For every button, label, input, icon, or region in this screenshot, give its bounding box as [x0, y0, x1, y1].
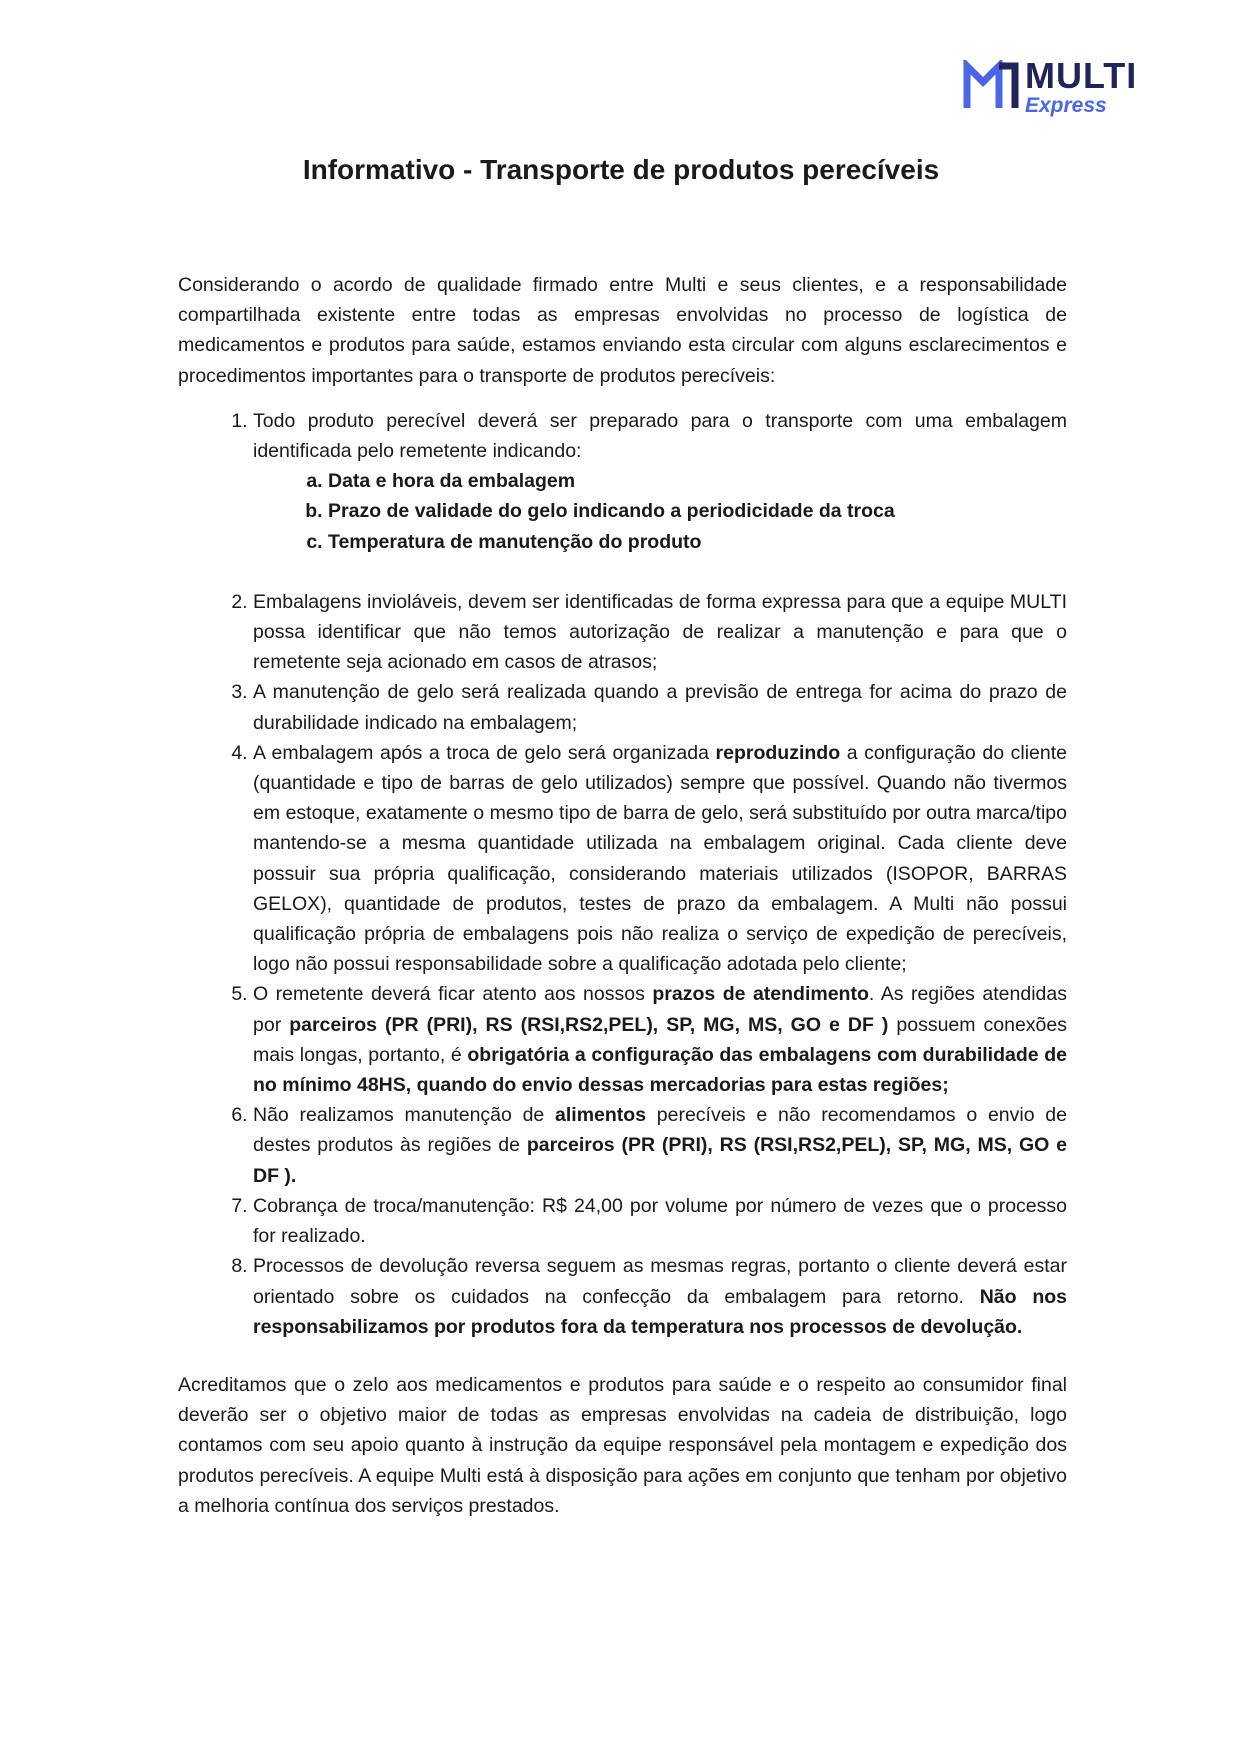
document-body: [178, 270, 1067, 1521]
list-item: [253, 677, 1067, 737]
intro-paragraph: Considerando o acordo de qualidade firmado entre Multi e seus clientes, e a responsabilidade compartilhada existente entre todas as empresas envolvidas no processo de logística de medicamentos e produtos para saúde, estamos enviando esta circular com alguns esclarecimentos e procedimentos importantes para o transporte de produtos perecíveis:: [178, 274, 1067, 387]
item-text: O remetente deverá ficar atento aos nossos: [253, 983, 653, 1006]
item-text: possuem conexões mais longas, portanto, é: [253, 1013, 1067, 1066]
multi-logo-mark-icon: [963, 60, 1019, 110]
item-emphasis: Não nos responsabilizamos por produtos fora da temperatura nos processos de devolução.: [253, 1285, 1067, 1338]
item-text: . As regiões atendidas por: [253, 983, 1067, 1036]
logo-wordmark: MULTI: [1025, 55, 1138, 96]
list-item: [253, 979, 1067, 1100]
item-text: Embalagens invioláveis, devem ser identificadas de forma expressa para que a equipe MULTI possa identificar que não temos autorização de realizar a manutenção e para que o remetente seja acionado em casos de atrasos;: [253, 590, 1067, 674]
list-item: [253, 1191, 1067, 1251]
procedures-list: [178, 406, 1067, 1342]
sub-list-item: c. Temperatura de manutenção do produto: [328, 527, 1067, 557]
list-item: [253, 406, 1067, 587]
sub-list-item: a. Data e hora da embalagem: [328, 466, 1067, 496]
item-text: A manutenção de gelo será realizada quando a previsão de entrega for acima do prazo de durabilidade indicado na embalagem;: [253, 681, 1067, 734]
item-text: Cobrança de troca/manutenção: R$ 24,00 por volume por número de vezes que o processo for realizado.: [253, 1194, 1067, 1248]
item-text: perecíveis e não recomendamos o envio de destes produtos às regiões de: [253, 1104, 1067, 1157]
item-emphasis: parceiros (PR (PRI), RS (RSI,RS2,PEL), SP, MG, MS, GO e DF ): [289, 1013, 889, 1036]
list-item: [253, 1251, 1067, 1342]
list-item: [253, 738, 1067, 980]
item-text: Todo produto perecível deverá ser preparado para o transporte com uma embalagem identificada pelo remetente indicando:: [253, 409, 1067, 463]
list-item: [253, 587, 1067, 678]
item-emphasis: obrigatória a configuração das embalagens com durabilidade de no mínimo 48HS, quando do envio dessas mercadorias para estas regiões;: [253, 1043, 1067, 1097]
item-text: Processos de devolução reversa seguem as mesmas regras, portanto o cliente deverá estar orientado sobre os cuidados na confecção da embalagem para retorno.: [253, 1255, 1067, 1308]
item-emphasis: parceiros (PR (PRI), RS (RSI,RS2,PEL), SP, MG, MS, GO e DF ).: [253, 1134, 1067, 1187]
company-logo: [963, 56, 1153, 118]
logo-tagline: Express: [1025, 94, 1107, 117]
item-emphasis: reproduzindo: [715, 741, 841, 764]
list-item: [253, 1100, 1067, 1191]
sub-list-item: b. Prazo de validade do gelo indicando a periodicidade da troca: [328, 496, 1067, 526]
item-text: a configuração do cliente (quantidade e tipo de barras de gelo utilizados) sempre que possível. Quando não tivermos em estoque, exatamente o mesmo tipo de barra de gelo, será substituído por outra marca/tipo mantendo-se a mesma quantidade utilizada na embalagem original. Cada cliente deve possuir sua própria qualificação, considerando materiais utilizados (ISOPOR, BARRAS GELOX), quantidade de produtos, testes de prazo da embalagem. A Multi não possui qualificação própria de embalagens pois não realiza o serviço de expedição de perecíveis, logo não possui responsabilidade sobre a qualificação adotada pelo cliente;: [253, 741, 1067, 976]
item-emphasis: prazos de atendimento: [652, 983, 869, 1006]
item-text: Não realizamos manutenção de: [253, 1104, 556, 1127]
document-title: Informativo - Transporte de produtos perecíveis: [302, 154, 940, 185]
label-requirements-list: [253, 466, 1067, 557]
item-text: A embalagem após a troca de gelo será organizada: [253, 741, 716, 764]
item-emphasis: alimentos: [555, 1104, 647, 1127]
closing-paragraph: Acreditamos que o zelo aos medicamentos e produtos para saúde e o respeito ao consumidor final deverão ser o objetivo maior de todas as empresas envolvidas na cadeia de distribuição, logo contamos com seu apoio quanto à instrução da equipe responsável pela montagem e expedição dos produtos perecíveis. A equipe Multi está à disposição para ações em conjunto que tenham por objetivo a melhoria contínua dos serviços prestados.: [178, 1373, 1067, 1517]
